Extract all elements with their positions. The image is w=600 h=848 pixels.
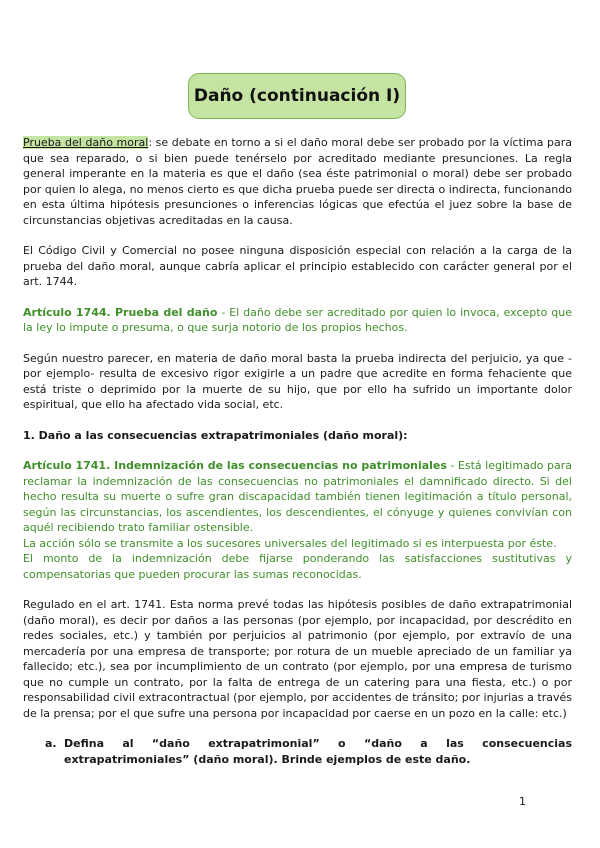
paragraph-parecer: Según nuestro parecer, en materia de daño moral basta la prueba indirecta del perjuicio, ya que -por ejemplo- resulta de excesivo rigor exigirle a un padre que acredite en forma fehaciente que está triste o deprimido por la muerte de su hijo, que por ello ha sufrido un importante dolor espiritual, que ello ha afectado vida social, etc. bbox=[23, 351, 572, 411]
paragraph-regulado: Regulado en el art. 1741. Esta norma prevé todas las hipótesis posibles de daño extrapatrimonial (daño moral), es decir por daños a las personas (por ejemplo, por incapacidad, por descrédito en redes sociales, etc.) y también por perjuicios al patrimonio (por ejemplo, por extravío de una mercadería por una empresa de transporte; por rotura de un mueble apreciado de un familiar ya fallecido; etc.), sea por incumplimiento de un contrato (por ejemplo, por una empresa de turismo que no cumple un contrato, por la falta de entrega de un catering para una fiesta, etc.) o por responsabilidad civil extracontractual (por ejemplo, por accidentes de tránsito; por injurias a través de la prensa; por el que sufre una persona por incapacidad por caerse en un pozo en la calle: etc.) bbox=[23, 598, 572, 720]
question-letter: a. bbox=[45, 737, 57, 750]
article-1741-line-3: El monto de la indemnización debe fijarse ponderando las satisfacciones sustitutivas y compensatorias que pueden procurar las sumas reconocidas. bbox=[23, 552, 572, 581]
paragraph-text: : se debate en torno a si el daño moral debe ser probado por la víctima para que sea reparado, o si bien puede tenérselo por acreditado mediante presunciones. La regla general imperante en la materia es que el daño (sea éste patrimonial o moral) debe ser probado por quien lo alega, no menos cierto es que dicha prueba puede ser directa o indirecta, funcionando en esta última hipótesis presunciones o inferencias lógicas que efectúa el juez sobre la base de circunstancias objetivas acreditadas en la causa. bbox=[23, 136, 572, 227]
article-1744-quote bbox=[23, 305, 572, 336]
highlighted-term: Prueba del daño moral bbox=[23, 136, 149, 149]
article-1741-text: - Está legitimado para reclamar la indemnización de las consecuencias no patrimoniales el damnificado directo. Si del hecho resulta su muerte o sufre gran discapacidad también tienen legitimación a título personal, según las circunstancias, los ascendientes, los descendientes, el cónyuge y quienes convivían con aquél recibiendo trato familiar ostensible. bbox=[23, 459, 573, 534]
paragraph-prueba-dano-moral bbox=[23, 135, 572, 228]
article-1741-quote bbox=[23, 458, 572, 582]
paragraph-codigo-civil: El Código Civil y Comercial no posee ninguna disposición especial con relación a la carga de la prueba del daño moral, aunque cabría aplicar el principio establecido con carácter general por el art. 1744. bbox=[23, 244, 572, 288]
question-a bbox=[45, 736, 572, 767]
section-heading-1: 1. Daño a las consecuencias extrapatrimoniales (daño moral): bbox=[23, 428, 408, 442]
page-number: 1 bbox=[519, 795, 526, 808]
article-1741-label: Artículo 1741. Indemnización de las consecuencias no patrimoniales bbox=[23, 459, 447, 472]
article-1741-line-2: La acción sólo se transmite a los sucesores universales del legitimado si es interpuesta por éste. bbox=[23, 536, 557, 550]
document-body bbox=[23, 135, 572, 767]
question-text: Defina al “daño extrapatrimonial” o “daño a las consecuencias extrapatrimoniales” (daño moral). Brinde ejemplos de este daño. bbox=[64, 737, 572, 766]
article-1744-label: Artículo 1744. Prueba del daño bbox=[23, 305, 218, 319]
article-1744-text: - El daño debe ser acreditado por quien lo invoca, excepto que la ley lo impute o presuma, o que surja notorio de los propios hechos. bbox=[23, 305, 572, 334]
page-title: Daño (continuación I) bbox=[188, 73, 406, 119]
